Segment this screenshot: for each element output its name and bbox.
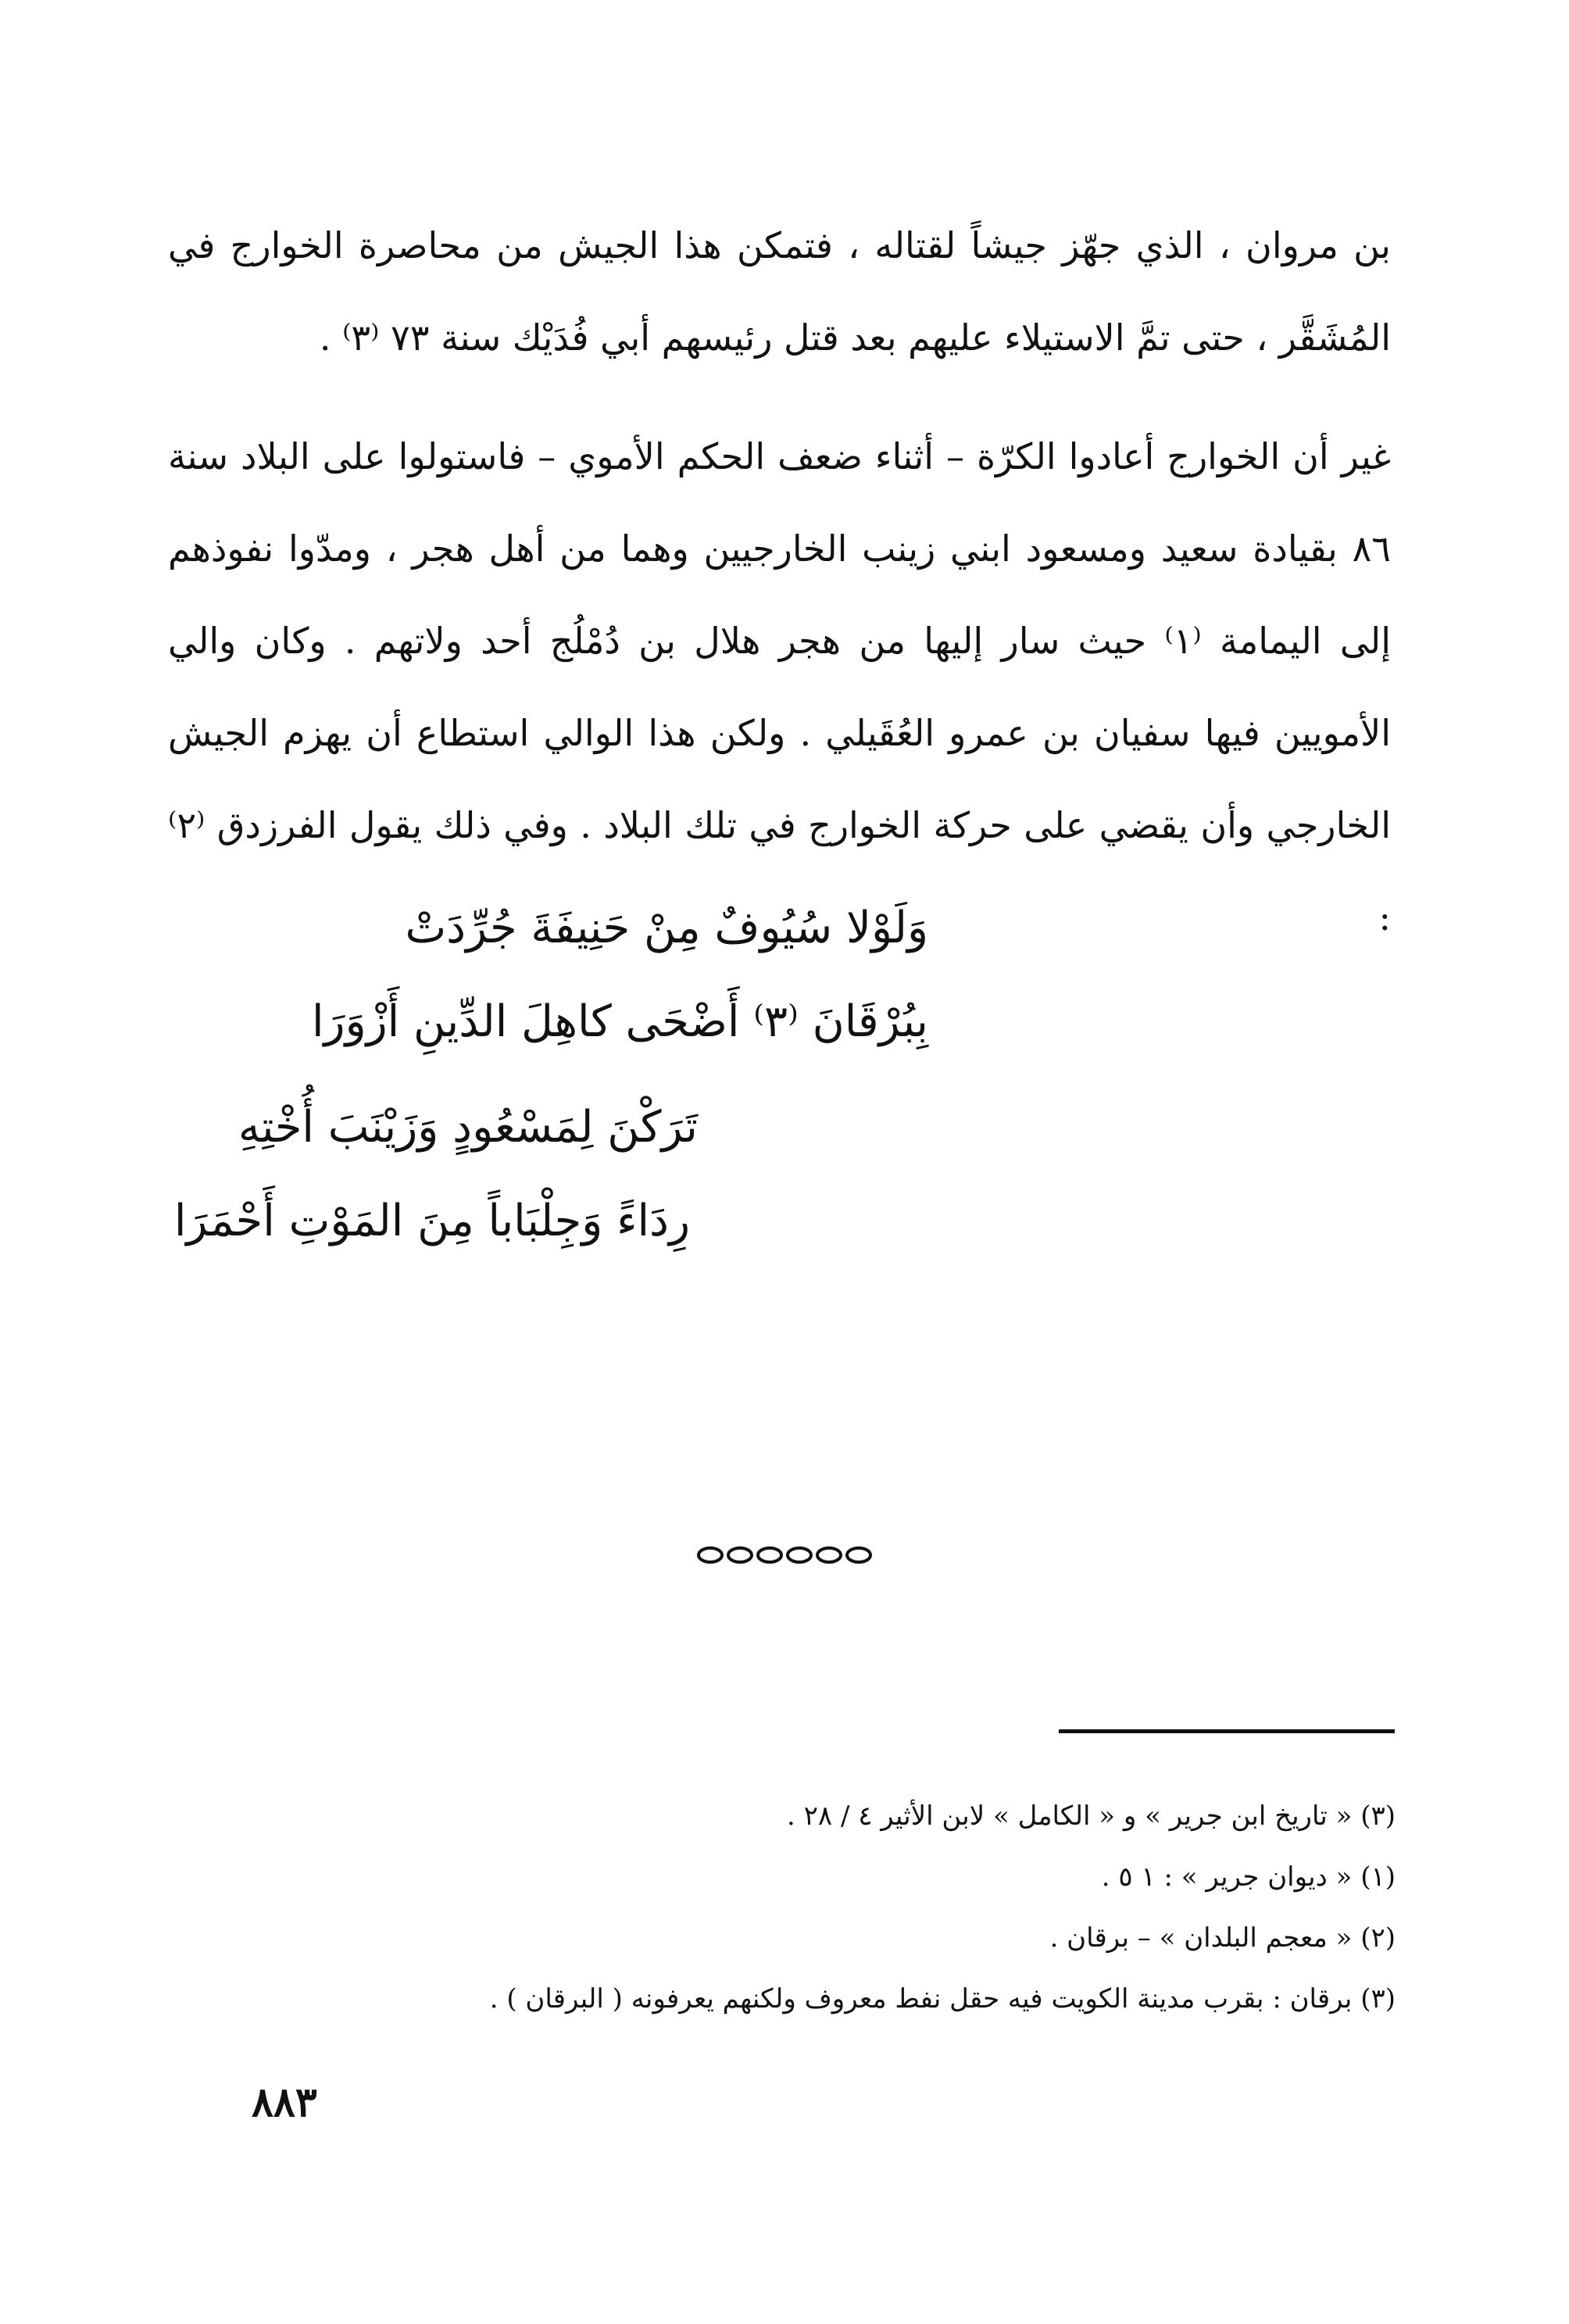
footnote: (٢) « معجم البلدان » – برقان . [1049,1922,1396,1954]
body-paragraph [168,199,1391,384]
chain-ornament-icon [695,1541,874,1569]
body-paragraph [168,410,1391,964]
poem-verse: رِدَاءً وَجِلْبَاباً مِنَ المَوْتِ أَحْمَرَا [173,1196,690,1246]
poem-verse: تَرَكْنَ لِمَسْعُودٍ وَزَيْنَبَ أُخْتِهِ [238,1102,698,1153]
page-number: ٨٨٣ [252,2079,317,2126]
footnote: (٣) برقان : بقرب مدينة الكويت فيه حقل نفط معروف ولكنهم يعرفونه ( البرقان ) . [489,1983,1396,2015]
poem-verse: بِبُرْقَانَ ⁽٣⁾ أَضْحَى كاهِلَ الدِّينِ أَزْوَرَا [311,996,928,1047]
paragraph-text: غير أن الخوارج أعادوا الكرّة – أثناء ضعف الحكم الأموي – فاستولوا على البلاد سنة ٨٦ بقيادة سعيد ومسعود ابني زينب الخارجيين وهما من أهل هجر ، ومدّوا نفوذهم إلى اليمامة ⁽١⁾ حيث سار إليها من هجر هلال بن دُمْلُج أحد ولاتهم . وكان والي الأمويين فيها سفيان بن عمرو العُقَيلي . ولكن هذا الوالي استطاع أن يهزم الجيش الخارجي وأن يقضي على حركة الخوارج في تلك البلاد . وفي ذلك يقول الفرزدق ⁽٢⁾ : [168,435,1391,939]
footnote-divider [1059,1729,1395,1733]
poem-verse: وَلَوْلا سُيُوفٌ مِنْ حَنِيفَةَ جُرِّدَتْ [405,903,928,953]
footnotes [145,1786,1396,2029]
paragraph-text: بن مروان ، الذي جهّز جيشاً لقتاله ، فتمكن هذا الجيش من محاصرة الخوارج في المُشَقَّر ، حتى تمَّ الاستيلاء عليهم بعد قتل رئيسهم أبي فُدَيْك سنة ٧٣ ⁽٣⁾ . [168,224,1391,359]
footnote: (٣) « تاريخ ابن جرير » و « الكامل » لابن الأثير ٤ / ٢٨ . [786,1800,1396,1832]
footnote: (١) « ديوان جرير » : ١ ٥ . [1101,1861,1396,1893]
